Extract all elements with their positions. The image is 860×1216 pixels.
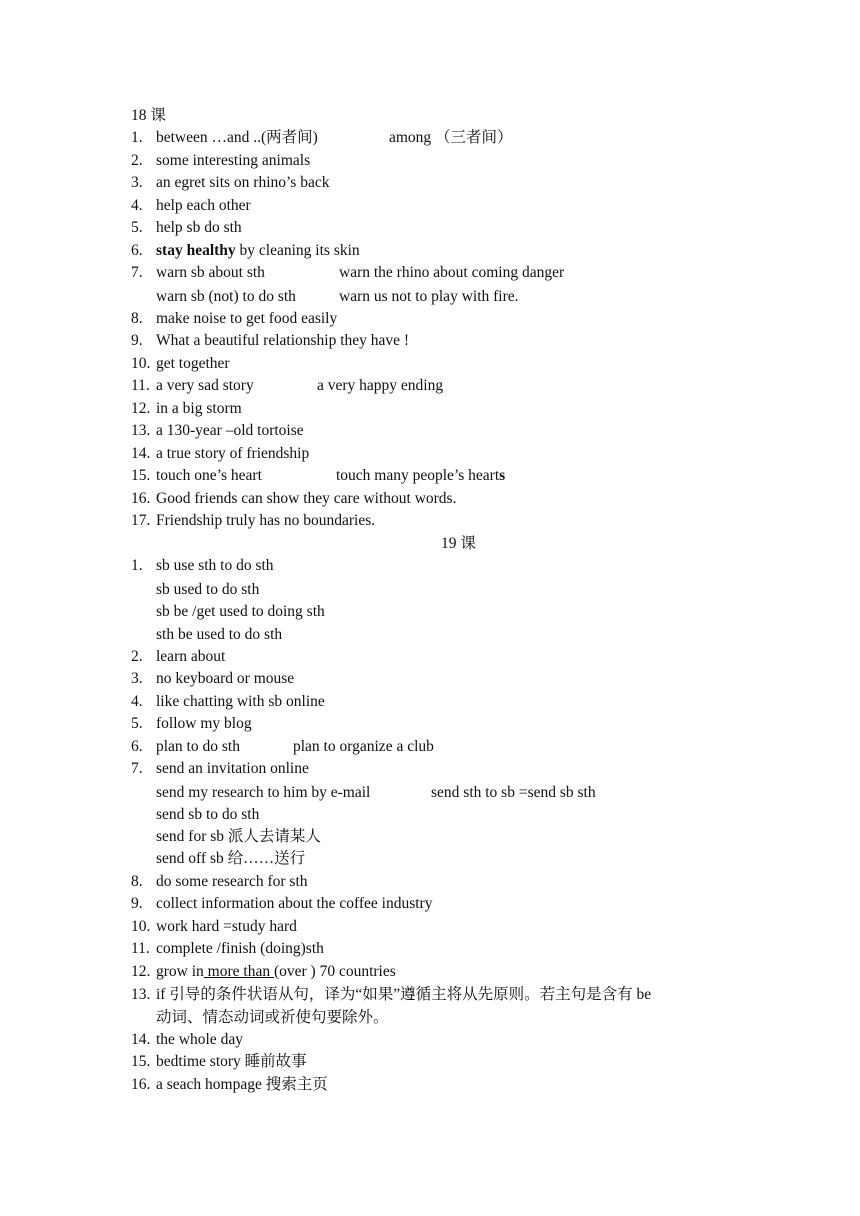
item-text: sth be used to do sth <box>156 626 283 643</box>
item-text: follow my blog <box>156 715 252 732</box>
item-number: 11. <box>131 940 150 957</box>
item-number: 14. <box>131 445 151 462</box>
bold-phrase: stay healthy <box>156 242 236 259</box>
item-text-start: grow in <box>156 963 204 980</box>
item-text: learn about <box>156 648 226 665</box>
item-text: between …and ..(两者间) <box>156 129 318 146</box>
item-number: 8. <box>131 873 143 890</box>
item-number: 5. <box>131 219 143 236</box>
lesson-18-heading: 18 课 <box>131 107 166 124</box>
item-number: 15. <box>131 467 151 484</box>
item-number: 1. <box>131 129 143 146</box>
item-text-secondary <box>336 466 505 486</box>
item-number: 15. <box>131 1053 151 1070</box>
item-text: do some research for sth <box>156 873 308 890</box>
item-text: an egret sits on rhino’s back <box>156 174 330 191</box>
item-text: sb used to do sth <box>156 581 260 598</box>
item-number: 16. <box>131 490 151 507</box>
item-text: send an invitation online <box>156 760 309 777</box>
item-text-end: (over ) 70 countries <box>273 963 396 980</box>
item-text: Good friends can show they care without words. <box>156 490 457 507</box>
item-text: no keyboard or mouse <box>156 670 295 687</box>
item-number: 4. <box>131 693 143 710</box>
item-text: a true story of friendship <box>156 445 310 462</box>
item-text: get together <box>156 355 230 372</box>
item-text-secondary: a very happy ending <box>317 377 444 394</box>
item-text-secondary-main: touch many people’s heart <box>336 467 500 484</box>
item-text-secondary: warn us not to play with fire. <box>339 288 519 305</box>
item-number: 12. <box>131 963 151 980</box>
item-text: if 引导的条件状语从句，译为“如果”遵循主将从先原则。若主句是含有 be <box>156 986 652 1003</box>
item-text: warn sb about sth <box>156 264 265 281</box>
item-number: 7. <box>131 264 143 281</box>
item-text: complete /finish (doing)sth <box>156 940 324 957</box>
item-text-secondary: warn the rhino about coming danger <box>339 264 565 281</box>
item-text: help each other <box>156 197 251 214</box>
item-number: 1. <box>131 557 143 574</box>
item-text: a very sad story <box>156 377 254 394</box>
item-number: 3. <box>131 174 143 191</box>
item-text: a seach hompage 搜索主页 <box>156 1076 328 1093</box>
item-number: 5. <box>131 715 143 732</box>
item-number: 16. <box>131 1076 151 1093</box>
lesson-19-heading: 19 课 <box>441 535 476 552</box>
item-text: What a beautiful relationship they have ! <box>156 332 410 349</box>
item-number: 9. <box>131 895 143 912</box>
item-text: sb be /get used to doing sth <box>156 603 325 620</box>
item-text-rest: by cleaning its skin <box>235 242 360 259</box>
item-text: warn sb (not) to do sth <box>156 288 296 305</box>
item-text: collect information about the coffee industry <box>156 895 433 912</box>
item-number: 4. <box>131 197 143 214</box>
item-text <box>156 241 360 261</box>
item-number: 10. <box>131 355 151 372</box>
item-text: send off sb 给……送行 <box>156 850 306 867</box>
item-number: 8. <box>131 310 143 327</box>
item-text: touch one’s heart <box>156 467 262 484</box>
item-text: some interesting animals <box>156 152 311 169</box>
item-text: send sb to do sth <box>156 806 260 823</box>
item-text <box>156 962 396 982</box>
item-number: 14. <box>131 1031 151 1048</box>
item-text-secondary: plan to organize a club <box>293 738 434 755</box>
underlined-phrase: more than <box>203 963 274 980</box>
item-text: a 130-year –old tortoise <box>156 422 304 439</box>
item-number: 3. <box>131 670 143 687</box>
item-text: work hard =study hard <box>156 918 297 935</box>
item-number: 2. <box>131 152 143 169</box>
bold-suffix: s <box>499 467 506 484</box>
item-number: 17. <box>131 512 151 529</box>
item-text-secondary: among （三者间） <box>389 129 513 146</box>
item-text: the whole day <box>156 1031 243 1048</box>
item-text: bedtime story 睡前故事 <box>156 1053 307 1070</box>
item-text: like chatting with sb online <box>156 693 325 710</box>
item-number: 13. <box>131 986 151 1003</box>
item-text: sb use sth to do sth <box>156 557 274 574</box>
item-text: 动词、情态动词或祈使句要除外。 <box>156 1009 389 1026</box>
item-text: in a big storm <box>156 400 242 417</box>
item-number: 6. <box>131 738 143 755</box>
item-text: send my research to him by e-mail <box>156 784 371 801</box>
item-text: help sb do sth <box>156 219 242 236</box>
item-number: 13. <box>131 422 151 439</box>
item-text: make noise to get food easily <box>156 310 338 327</box>
item-number: 11. <box>131 377 150 394</box>
item-text: plan to do sth <box>156 738 240 755</box>
item-number: 7. <box>131 760 143 777</box>
item-number: 2. <box>131 648 143 665</box>
item-text: send for sb 派人去请某人 <box>156 828 321 845</box>
item-number: 9. <box>131 332 143 349</box>
item-number: 10. <box>131 918 151 935</box>
item-text-secondary: send sth to sb =send sb sth <box>431 784 596 801</box>
item-number: 12. <box>131 400 151 417</box>
item-text: Friendship truly has no boundaries. <box>156 512 376 529</box>
item-number: 6. <box>131 242 143 259</box>
